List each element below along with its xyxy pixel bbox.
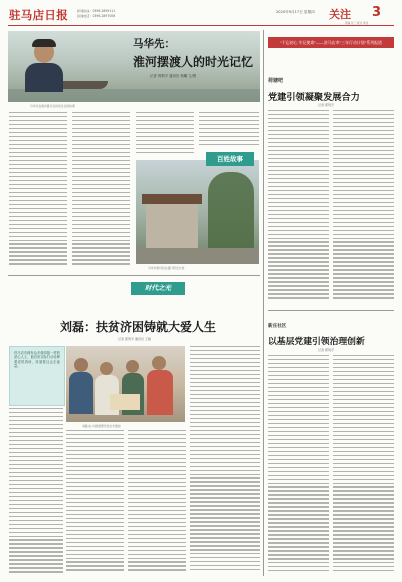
page-editor: 责编 张三 版式 李四 (345, 22, 369, 25)
ferry-body-col4 (199, 112, 259, 150)
tongxin-byline: 记者 郭利平 (318, 103, 334, 107)
campaign-banner: "不忘初心 牢记使命"——驻马店市"三年行动计划"系列报道 (268, 37, 394, 48)
ferry-photo-caption: 马华先在淮河渡口边讲述过往的故事 (30, 104, 75, 108)
ferry-tag: 百姓故事 (206, 152, 254, 166)
liu-tag: 时代之光 (131, 282, 185, 295)
masthead-subline-1: 新闻热线：0396-2899111 (77, 9, 116, 13)
xinzhuang-body-col2 (333, 355, 394, 575)
section-name: 关注 (329, 8, 351, 21)
liu-title: 刘磊：扶贫济困铸就大爱人生 (60, 320, 217, 334)
issue-date: 2020年9月17日 星期四 (276, 10, 315, 14)
masthead-subline-2: 投递电话：0396-2897006 (77, 14, 116, 18)
paper-name: 驻马店日报 (9, 8, 68, 22)
ferry-body-col3 (136, 112, 194, 156)
ferry-title-line1: 马华先： (133, 38, 175, 50)
mid-divider (8, 275, 260, 276)
ferry-kiosk-photo (136, 160, 259, 264)
ferry-hero-photo (8, 31, 260, 102)
liu-body-col1 (9, 408, 63, 576)
liu-photo-caption: 刘磊(右)为困难群众送去米面油 (82, 424, 121, 428)
tongxin-tag: 荷塘吧 (268, 78, 284, 84)
page-number: 3 (372, 5, 382, 20)
xinzhuang-body-col1 (268, 355, 329, 575)
ferry-title-line2: 淮河摆渡人的时光记忆 (133, 55, 254, 69)
liu-byline: 记者 郭利平 通讯员 王刚 (118, 337, 151, 341)
right-divider (268, 310, 394, 311)
xinzhuang-byline: 记者 郭利平 (318, 348, 334, 352)
ferry-byline: 记者 郭利平 通讯员 杨曦 文/图 (150, 74, 197, 78)
column-divider (263, 30, 264, 576)
tongxin-title: 党建引领凝聚发展合力 (268, 92, 360, 103)
xinzhuang-subtitle: 新庄社区 (268, 324, 287, 329)
liu-body-col2 (66, 430, 124, 576)
xinzhuang-title: 以基层党建引领治理创新 (268, 337, 365, 347)
tongxin-body-col1 (268, 110, 329, 305)
ferry-body-col1 (9, 112, 67, 270)
liu-sidebar-box (9, 346, 65, 406)
portrait-photo (22, 37, 66, 92)
ferry-body-col2 (72, 112, 130, 270)
liu-body-col3 (128, 430, 186, 576)
masthead-rule (8, 25, 394, 26)
liu-body-col4 (190, 346, 260, 576)
ferry-kiosk-caption: 马华先和村民在渡口附近交谈 (148, 266, 185, 270)
tongxin-body-col2 (333, 110, 394, 305)
liu-group-photo (66, 346, 185, 422)
liu-sidebar-note: 驻马店市拥有众多像刘磊一样的爱心人士，他们用实际行动诠释着爱的真谛，传递着社会正能量。 (14, 351, 60, 368)
